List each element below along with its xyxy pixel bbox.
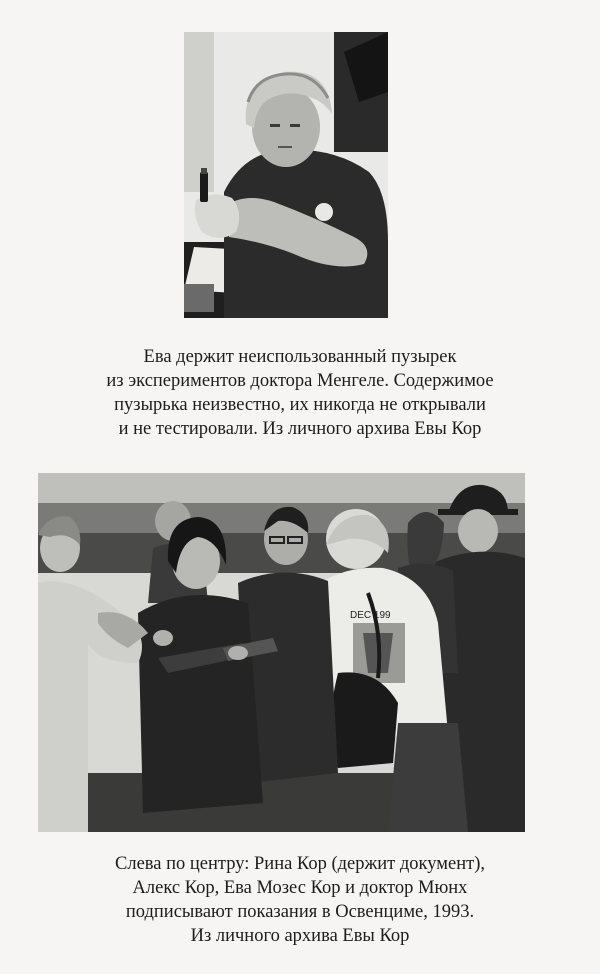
photo-group-signing-image — [38, 473, 525, 832]
caption-bottom-line: Алекс Кор, Ева Мозес Кор и доктор Мюнх — [132, 878, 468, 898]
caption-bottom-line: подписывают показания в Освенциме, 1993. — [125, 902, 475, 922]
photo-eva-holding-vial — [184, 32, 388, 318]
caption-top-line: из экспериментов доктора Менгеле. Содержимое — [106, 371, 494, 391]
caption-top-line: и не тестировали. Из личного архива Евы Кор — [118, 419, 482, 439]
caption-top — [0, 345, 600, 441]
caption-bottom-line: Слева по центру: Рина Кор (держит документ), — [115, 854, 485, 874]
caption-top-line: пузырька неизвестно, их никогда не открывали — [114, 395, 486, 415]
photo-eva-holding-vial-image — [184, 32, 388, 318]
photo-group-signing — [38, 473, 525, 832]
shirt-text-date: DEC 199 — [350, 610, 391, 621]
caption-bottom — [0, 852, 600, 948]
caption-bottom-line: Из личного архива Евы Кор — [190, 926, 410, 946]
caption-top-line: Ева держит неиспользованный пузырек — [143, 347, 457, 367]
